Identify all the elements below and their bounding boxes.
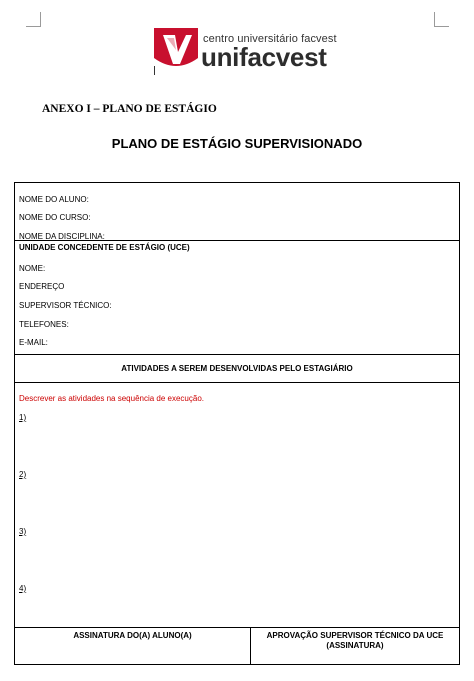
activity-item-1[interactable]: 1) — [19, 413, 27, 422]
text-cursor — [154, 66, 155, 75]
crop-mark-top-right — [434, 12, 449, 27]
annex-title: ANEXO I – PLANO DE ESTÁGIO — [42, 103, 217, 115]
discipline-name-field[interactable]: NOME DA DISCIPLINA: — [19, 232, 105, 241]
page-title: PLANO DE ESTÁGIO SUPERVISIONADO — [111, 136, 363, 151]
logo-subtitle: centro universitário facvest — [203, 33, 337, 45]
uce-supervisor-field[interactable]: SUPERVISOR TÉCNICO: — [19, 301, 112, 310]
activities-heading: ATIVIDADES A SEREM DESENVOLVIDAS PELO ESTAGIÁRIO — [121, 364, 353, 373]
divider — [15, 354, 459, 355]
course-name-field[interactable]: NOME DO CURSO: — [19, 213, 91, 222]
uce-email-field[interactable]: E-MAIL: — [19, 338, 48, 347]
supervisor-approval-field[interactable] — [251, 631, 459, 651]
uce-address-field[interactable]: ENDEREÇO — [19, 282, 65, 291]
unifacvest-logo-icon — [154, 28, 198, 74]
student-signature-field[interactable]: ASSINATURA DO(A) ALUNO(A) — [73, 631, 192, 640]
activity-item-4[interactable]: 4) — [19, 584, 27, 593]
logo-name: unifacvest — [201, 42, 327, 72]
divider — [15, 627, 459, 628]
supervisor-approval-label: APROVAÇÃO SUPERVISOR TÉCNICO DA UCE — [266, 631, 444, 640]
uce-name-field[interactable]: NOME: — [19, 264, 46, 273]
activity-item-3[interactable]: 3) — [19, 527, 27, 536]
student-name-field[interactable]: NOME DO ALUNO: — [19, 195, 89, 204]
uce-heading: UNIDADE CONCEDENTE DE ESTÁGIO (UCE) — [19, 243, 190, 252]
uce-phones-field[interactable]: TELEFONES: — [19, 320, 69, 329]
internship-plan-form — [14, 182, 460, 665]
divider — [15, 382, 459, 383]
activity-item-2[interactable]: 2) — [19, 470, 27, 479]
supervisor-signature-label: (ASSINATURA) — [326, 641, 384, 650]
activities-instruction: Descrever as atividades na sequência de execução. — [19, 394, 204, 403]
crop-mark-top-left — [26, 12, 41, 27]
divider — [15, 240, 459, 241]
